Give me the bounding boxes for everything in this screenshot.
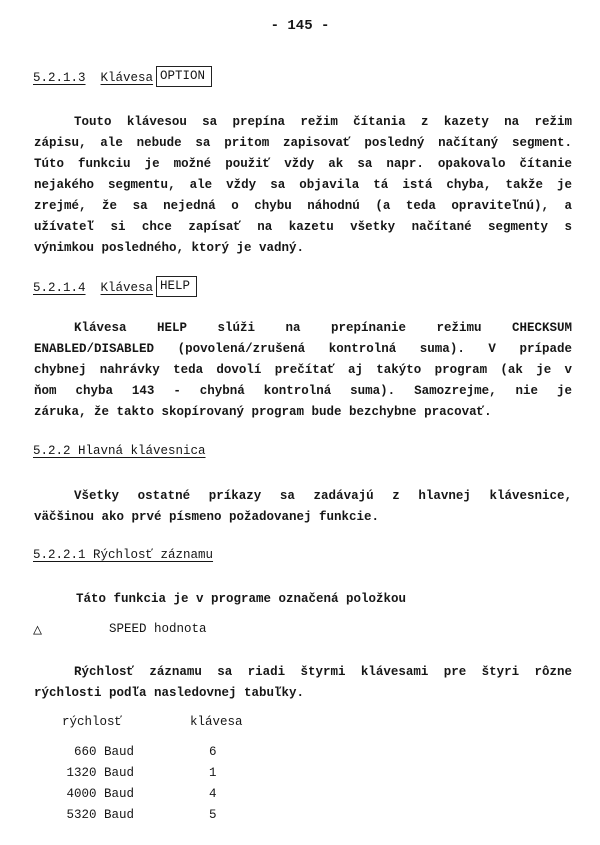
text-line: väčšinou ako prvé písmeno požadovanej funkcie. — [34, 510, 380, 524]
section-number: 5.2.1.4 — [33, 281, 86, 295]
table-cell-speed: 5320 Baud — [66, 808, 134, 822]
text-line: chybnej nahrávky teda dovolí prečítať aj takýto program (ak je v — [34, 363, 572, 377]
text-line: záruka, že takto skopírovaný program bude bezchybne pracovať. — [34, 405, 492, 419]
table-cell-speed: 4000 Baud — [66, 787, 134, 801]
text-line: Touto klávesou sa prepína režim čítania z kazety na režim — [74, 115, 572, 129]
speed-command: SPEED hodnota — [109, 622, 207, 636]
section-title: 5.2.2.1 Rýchlosť záznamu — [33, 548, 214, 562]
section-heading-help — [33, 274, 197, 295]
text-line: výnimkou posledného, ktorý je vadný. — [34, 241, 305, 255]
text-line: Túto funkciu je možné použiť vždy ak sa napr. opakovalo čítanie — [34, 157, 572, 171]
section-heading-speed — [33, 548, 213, 562]
text-line: zrejmé, že sa nejedná o chybu náhodnú (a teda opraviteľnú), a — [34, 199, 572, 213]
table-cell-key: 4 — [209, 787, 217, 801]
help-key-box: HELP — [156, 276, 197, 297]
speed-intro: Táto funkcia je v programe označená položkou — [76, 592, 407, 606]
text-line: Všetky ostatné príkazy sa zadávajú z hlavnej klávesnice, — [74, 489, 572, 503]
paragraph-help — [34, 318, 572, 423]
table-cell-speed: 660 Baud — [73, 745, 134, 759]
table-cell-key: 1 — [209, 766, 217, 780]
option-key-box: OPTION — [156, 66, 212, 87]
page-number: - 145 - — [270, 18, 330, 34]
paragraph-speed — [34, 662, 572, 704]
paragraph-option — [34, 112, 572, 259]
section-heading-option — [33, 64, 212, 85]
text-line: Klávesa HELP slúži na prepínanie režimu CHECKSUM — [74, 321, 572, 335]
text-line: ENABLED/DISABLED (povolená/zrušená kontrolná suma). V prípade — [34, 342, 572, 356]
triangle-icon: △ — [33, 622, 43, 639]
table-header-speed: rýchlosť — [62, 715, 123, 729]
text-line: Rýchlosť záznamu sa riadi štyrmi klávesami pre štyri rôzne — [74, 665, 572, 679]
section-title: Klávesa — [100, 281, 154, 295]
paragraph-main-keyboard — [34, 486, 572, 528]
section-heading-main-keyboard — [33, 444, 206, 458]
section-title: Klávesa — [100, 71, 154, 85]
text-line: ňom chyba 143 - chybná kontrolná suma). Samozrejme, nie je — [34, 384, 572, 398]
section-number: 5.2.1.3 — [33, 71, 86, 85]
table-cell-key: 5 — [209, 808, 217, 822]
table-cell-speed: 1320 Baud — [66, 766, 134, 780]
text-line: zápisu, ale nebude sa pritom zapisovať posledný načítaný segment. — [34, 136, 572, 150]
section-title: 5.2.2 Hlavná klávesnica — [33, 444, 206, 458]
text-line: rýchlosti podľa nasledovnej tabuľky. — [34, 686, 305, 700]
text-line: užívateľ si chce zapísať na kazetu všetky načítané segmenty s — [34, 220, 572, 234]
table-header-key: klávesa — [190, 715, 243, 729]
text-line: nejakého segmentu, ale vždy sa objavila tá istá chyba, takže je — [34, 178, 572, 192]
table-cell-key: 6 — [209, 745, 217, 759]
